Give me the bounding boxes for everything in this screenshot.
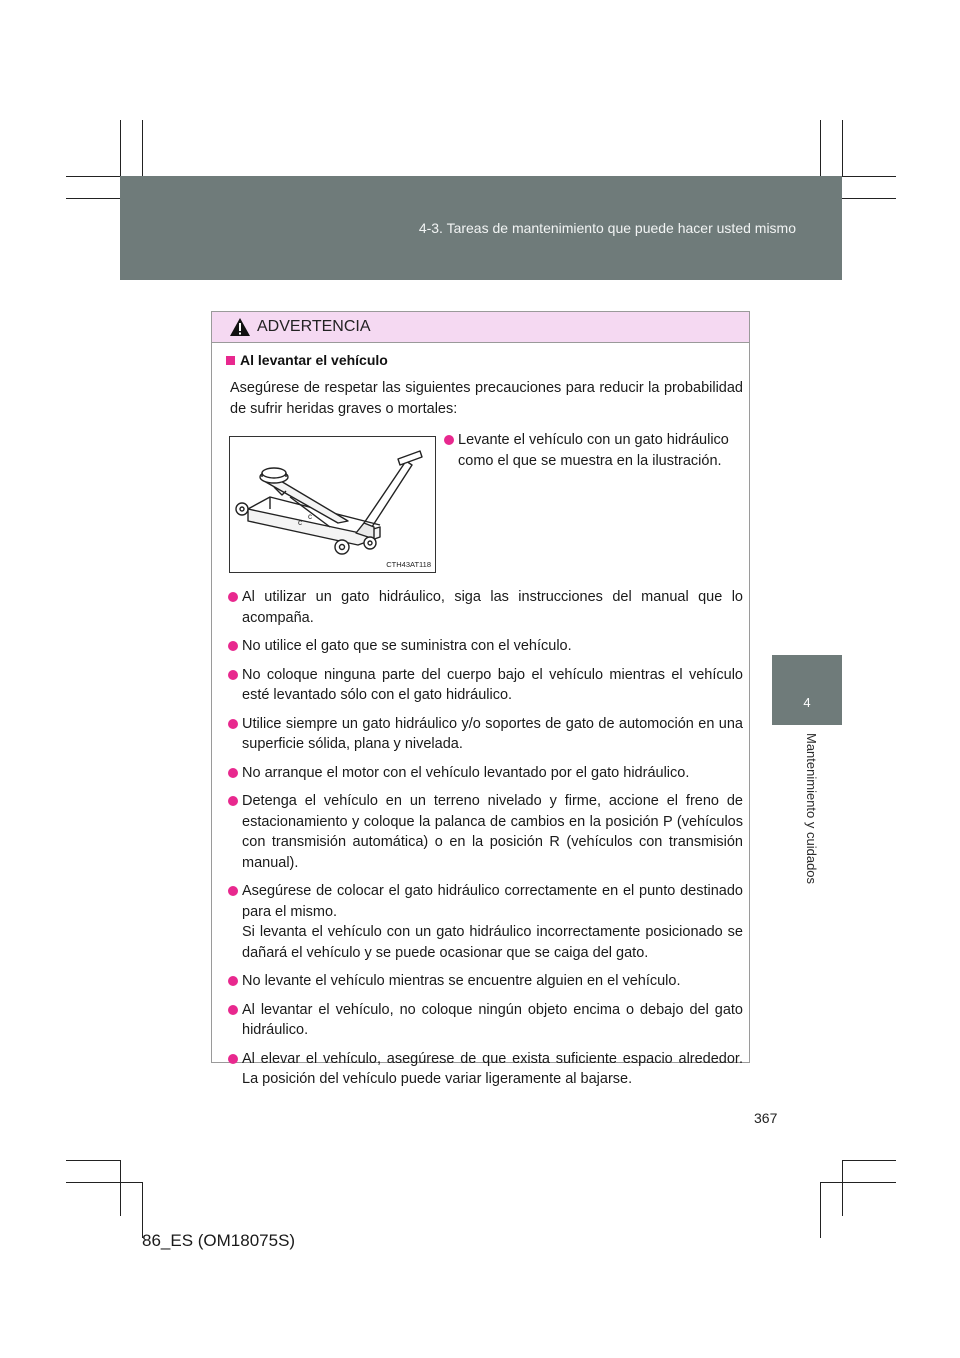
square-bullet-icon <box>226 356 235 365</box>
list-item <box>228 636 743 657</box>
bullet-icon <box>228 719 238 729</box>
bullet-icon <box>228 592 238 602</box>
warning-header <box>212 312 749 343</box>
list-item-text: Asegúrese de colocar el gato hidráulico correctamente en el punto destinado para el mismo. Si levanta el vehículo con un gato hidráulico incorrectamente posicionado se dañará el vehículo y se puede ocasionar que se caiga del gato. <box>242 883 743 961</box>
crop-mark <box>820 1182 896 1183</box>
bullet-icon <box>228 886 238 896</box>
crop-mark <box>66 1160 120 1161</box>
list-item-text: Utilice siempre un gato hidráulico y/o soportes de gato de automoción en una superficie sólida, plana y nivelada. <box>242 715 743 752</box>
warning-triangle-icon <box>229 317 251 337</box>
bullet-icon <box>228 768 238 778</box>
footer-code: 86_ES (OM18075S) <box>142 1231 296 1250</box>
bullet-icon <box>228 641 238 651</box>
section-title-text: Al levantar el vehículo <box>240 352 388 368</box>
list-item <box>228 1000 743 1041</box>
crop-mark <box>842 176 896 177</box>
figure-bullet-text: Levante el vehículo con un gato hidráulico como el que se muestra en la ilustración. <box>458 432 729 469</box>
crop-mark <box>120 1160 121 1216</box>
hydraulic-jack-illustration <box>229 436 436 573</box>
bullet-icon <box>228 1054 238 1064</box>
crop-mark <box>142 120 143 176</box>
crop-mark <box>66 1182 142 1183</box>
crop-mark <box>820 120 821 176</box>
list-item <box>228 763 743 784</box>
list-item-text: Al utilizar un gato hidráulico, siga las instrucciones del manual que lo acompaña. <box>242 589 743 626</box>
intro-text: Asegúrese de respetar las siguientes precauciones para reducir la probabilidad de sufrir heridas graves o mortales: <box>230 380 743 417</box>
bullet-icon <box>444 435 454 445</box>
list-item <box>228 587 743 628</box>
bullet-icon <box>228 670 238 680</box>
bullet-icon <box>228 796 238 806</box>
warning-box <box>211 311 750 1087</box>
figure-code: CTH43AT118 <box>386 560 431 569</box>
crop-mark <box>820 1182 821 1238</box>
list-item-text: Al elevar el vehículo, asegúrese de que exista suficiente espacio alrededor. La posición del vehículo puede variar ligeramente al bajarse. <box>242 1050 743 1087</box>
crop-mark <box>842 1160 896 1161</box>
page-number: 367 <box>754 1110 778 1126</box>
header-band <box>120 176 842 280</box>
chapter-label: Mantenimiento y cuidados <box>804 733 819 885</box>
precaution-list <box>228 587 743 1098</box>
list-item-text: No arranque el motor con el vehículo levantado por el gato hidráulico. <box>242 764 690 781</box>
list-item <box>228 971 743 992</box>
section-title <box>226 352 388 368</box>
header-title: 4-3. Tareas de mantenimiento que puede hacer usted mismo <box>418 220 796 236</box>
crop-mark <box>842 1160 843 1216</box>
bullet-icon <box>228 976 238 986</box>
list-item-text: No utilice el gato que se suministra con el vehículo. <box>242 638 572 654</box>
bullet-icon <box>228 1005 238 1015</box>
crop-mark <box>842 120 843 176</box>
list-item-text: No coloque ninguna parte del cuerpo bajo el vehículo mientras el vehículo esté levantado sólo con el gato hidráulico. <box>242 666 743 703</box>
list-item <box>228 714 743 755</box>
crop-mark <box>66 198 120 199</box>
crop-mark <box>66 176 120 177</box>
list-item <box>228 791 743 873</box>
list-item <box>228 881 743 963</box>
crop-mark <box>120 120 121 176</box>
list-item <box>228 1049 743 1090</box>
warning-title: ADVERTENCIA <box>257 318 371 335</box>
list-item-text: No levante el vehículo mientras se encuentre alguien en el vehículo. <box>242 973 681 989</box>
list-item-text: Al levantar el vehículo, no coloque ningún objeto encima o debajo del gato hidráulico. <box>242 1001 743 1038</box>
floor-jack-icon <box>230 437 435 572</box>
figure-bullet <box>458 430 741 471</box>
list-item <box>228 665 743 706</box>
chapter-number: 4 <box>803 695 811 710</box>
svg-text:c: c <box>298 518 302 527</box>
crop-mark <box>142 1182 143 1238</box>
chapter-tab <box>772 655 842 725</box>
crop-mark <box>842 198 896 199</box>
svg-text:c: c <box>308 512 312 521</box>
list-item-text: Detenga el vehículo en un terreno nivelado y firme, accione el freno de estacionamiento y coloque la palanca de cambios en la posición P (vehículos con transmisión automática) o en la posición R (vehículos con transmisión manual). <box>242 793 743 871</box>
